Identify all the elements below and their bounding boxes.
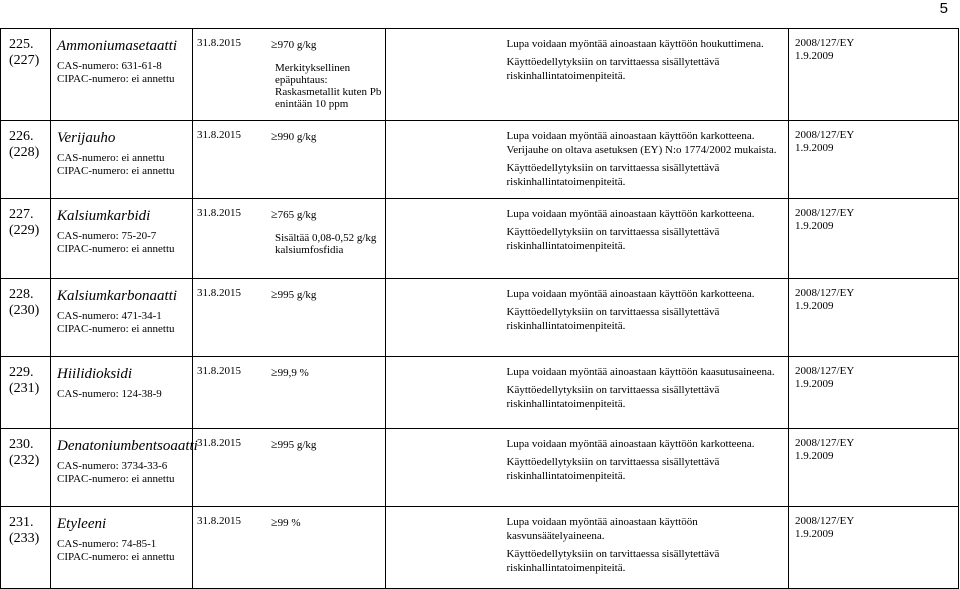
purity-note [275,232,376,256]
purity-block [265,279,316,312]
substance-table [0,28,959,589]
condition-line: riskinhallintatoimenpiteitä. [506,240,626,252]
table-row [1,507,959,589]
purity-block [265,429,316,462]
directive-date: 1.9.2009 [795,450,834,462]
cipac-number: CIPAC-numero: ei annettu [57,473,175,485]
conditions-cell [503,507,789,589]
entry-number-cell [1,357,51,429]
entry-number-cell [1,121,51,199]
table-row [1,357,959,429]
expiry-date: 31.8.2015 [197,207,241,219]
condition-line: Lupa voidaan myöntää ainoastaan käyttöön karkotteena. [506,130,755,142]
purity-note-line: kalsiumfosfidia [275,244,344,256]
purity-value: 970 g/kg [277,39,317,51]
entry-old-number: (229) [9,223,40,238]
purity-symbol: ≥ [271,287,278,301]
directive-date: 1.9.2009 [795,378,834,390]
substance-name: Hiilidioksidi [57,366,132,382]
condition-line: Verijauhe on oltava asetuksen (EY) N:o 1774/2002 mukaista. [506,144,777,156]
expiry-date: 31.8.2015 [197,437,241,449]
substance-name-cell [51,199,193,279]
condition-line: riskinhallintatoimenpiteitä. [506,398,626,410]
dates-purity-cell [193,199,386,279]
directive-number: 2008/127/EY [795,37,855,49]
directive-cell [789,121,959,199]
condition-line: riskinhallintatoimenpiteitä. [506,470,626,482]
purity-block [265,199,376,256]
purity-value: 995 g/kg [277,439,317,451]
directive-cell [789,429,959,507]
directive-date: 1.9.2009 [795,300,834,312]
condition-line: Käyttöedellytyksiin on tarvittaessa sisällytettävä [506,56,720,68]
dates-purity-cell [193,429,386,507]
cas-number: CAS-numero: 471-34-1 [57,310,162,322]
entry-number: 225. [9,37,34,52]
entry-number-cell [1,507,51,589]
condition-line: Käyttöedellytyksiin on tarvittaessa sisällytettävä [506,456,720,468]
table-row [1,429,959,507]
directive-cell [789,357,959,429]
directive-date: 1.9.2009 [795,142,834,154]
purity-symbol: ≥ [271,129,278,143]
condition-line: Käyttöedellytyksiin on tarvittaessa sisällytettävä [506,306,720,318]
purity-symbol: ≥ [271,365,278,379]
purity-block [265,507,301,540]
directive-cell [789,29,959,121]
dates-purity-cell [193,29,386,121]
condition-line: riskinhallintatoimenpiteitä. [506,176,626,188]
spacer-cell [386,29,503,121]
condition-line: Lupa voidaan myöntää ainoastaan käyttöön karkotteena. [506,208,755,220]
entry-old-number: (231) [9,381,40,396]
spacer-cell [386,507,503,589]
substance-name-cell [51,357,193,429]
condition-line: Lupa voidaan myöntää ainoastaan käyttöön kaasutusaineena. [506,366,775,378]
condition-line: Lupa voidaan myöntää ainoastaan käyttöön kasvunsäätelyaineena. [506,516,698,542]
table-row [1,199,959,279]
substance-name: Ammoniumasetaatti [57,38,177,54]
purity-value: 99 % [277,517,301,529]
purity-note [275,62,381,110]
condition-line: Lupa voidaan myöntää ainoastaan käyttöön karkotteena. [506,288,755,300]
entry-old-number: (230) [9,303,40,318]
purity-value: 990 g/kg [277,131,317,143]
directive-date: 1.9.2009 [795,528,834,540]
entry-number-cell [1,199,51,279]
substance-name-cell [51,121,193,199]
conditions-cell [503,279,789,357]
purity-value: 995 g/kg [277,289,317,301]
entry-old-number: (232) [9,453,40,468]
purity-block [265,29,381,110]
purity-note-line: epäpuhtaus: [275,74,328,86]
conditions-cell [503,429,789,507]
cas-number: CAS-numero: 3734-33-6 [57,460,168,472]
table-row [1,279,959,357]
expiry-date: 31.8.2015 [197,365,241,377]
condition-line: Lupa voidaan myöntää ainoastaan käyttöön karkotteena. [506,438,755,450]
purity-value: 99,9 % [277,367,309,379]
directive-number: 2008/127/EY [795,129,855,141]
entry-number: 231. [9,515,34,530]
directive-date: 1.9.2009 [795,220,834,232]
entry-number-cell [1,429,51,507]
condition-line: Käyttöedellytyksiin on tarvittaessa sisällytettävä [506,226,720,238]
directive-date: 1.9.2009 [795,50,834,62]
dates-purity-cell [193,121,386,199]
purity-symbol: ≥ [271,207,278,221]
condition-line: riskinhallintatoimenpiteitä. [506,70,626,82]
cas-number: CAS-numero: 75-20-7 [57,230,157,242]
directive-cell [789,279,959,357]
cipac-number: CIPAC-numero: ei annettu [57,551,175,563]
entry-number: 230. [9,437,34,452]
spacer-cell [386,199,503,279]
directive-number: 2008/127/EY [795,515,855,527]
directive-number: 2008/127/EY [795,437,855,449]
expiry-date: 31.8.2015 [197,37,241,49]
dates-purity-cell [193,507,386,589]
purity-note-line: Sisältää 0,08-0,52 g/kg [275,232,377,244]
condition-line: riskinhallintatoimenpiteitä. [506,562,626,574]
substance-name-cell [51,429,198,507]
entry-old-number: (233) [9,531,40,546]
entry-number: 228. [9,287,34,302]
table-row [1,29,959,121]
substance-name: Verijauho [57,130,116,146]
spacer-cell [386,429,503,507]
purity-symbol: ≥ [271,515,278,529]
substance-name: Etyleeni [57,516,107,532]
purity-symbol: ≥ [271,37,278,51]
cipac-number: CIPAC-numero: ei annettu [57,73,175,85]
expiry-date: 31.8.2015 [197,129,241,141]
spacer-cell [386,279,503,357]
purity-note-line: Merkityksellinen [275,62,351,74]
condition-line: Käyttöedellytyksiin on tarvittaessa sisällytettävä [506,384,720,396]
entry-old-number: (228) [9,145,40,160]
cas-number: CAS-numero: 74-85-1 [57,538,157,550]
cas-number: CAS-numero: 124-38-9 [57,388,162,400]
directive-number: 2008/127/EY [795,287,855,299]
cipac-number: CIPAC-numero: ei annettu [57,243,175,255]
purity-note-line: Raskasmetallit kuten Pb [275,86,382,98]
conditions-cell [503,199,789,279]
purity-block [265,121,316,154]
condition-line: Käyttöedellytyksiin on tarvittaessa sisällytettävä [506,162,720,174]
entry-number: 229. [9,365,34,380]
cas-number: CAS-numero: ei annettu [57,152,165,164]
conditions-cell [503,29,789,121]
purity-value: 765 g/kg [277,209,317,221]
purity-note-line: enintään 10 ppm [275,98,349,110]
entry-number: 226. [9,129,34,144]
substance-name: Kalsiumkarbonaatti [57,288,178,304]
conditions-cell [503,121,789,199]
directive-cell [789,507,959,589]
spacer-cell [386,357,503,429]
table-row [1,121,959,199]
dates-purity-cell [193,357,386,429]
entry-number: 227. [9,207,34,222]
condition-line: Käyttöedellytyksiin on tarvittaessa sisällytettävä [506,548,720,560]
entry-old-number: (227) [9,53,40,68]
expiry-date: 31.8.2015 [197,287,241,299]
purity-symbol: ≥ [271,437,278,451]
cipac-number: CIPAC-numero: ei annettu [57,323,175,335]
cas-number: CAS-numero: 631-61-8 [57,60,162,72]
substance-name-cell [51,279,193,357]
substance-name-cell [51,29,193,121]
condition-line: Lupa voidaan myöntää ainoastaan käyttöön houkuttimena. [506,38,764,50]
dates-purity-cell [193,279,386,357]
entry-number-cell [1,279,51,357]
directive-cell [789,199,959,279]
purity-block [265,357,309,390]
cipac-number: CIPAC-numero: ei annettu [57,165,175,177]
substance-name-cell [51,507,193,589]
directive-number: 2008/127/EY [795,207,855,219]
conditions-cell [503,357,789,429]
substance-name: Kalsiumkarbidi [57,208,151,224]
entry-number-cell [1,29,51,121]
directive-number: 2008/127/EY [795,365,855,377]
expiry-date: 31.8.2015 [197,515,241,527]
condition-line: riskinhallintatoimenpiteitä. [506,320,626,332]
spacer-cell [386,121,503,199]
page-number: 5 [939,0,948,17]
substance-name: Denatoniumbentsoaatti [57,438,198,454]
